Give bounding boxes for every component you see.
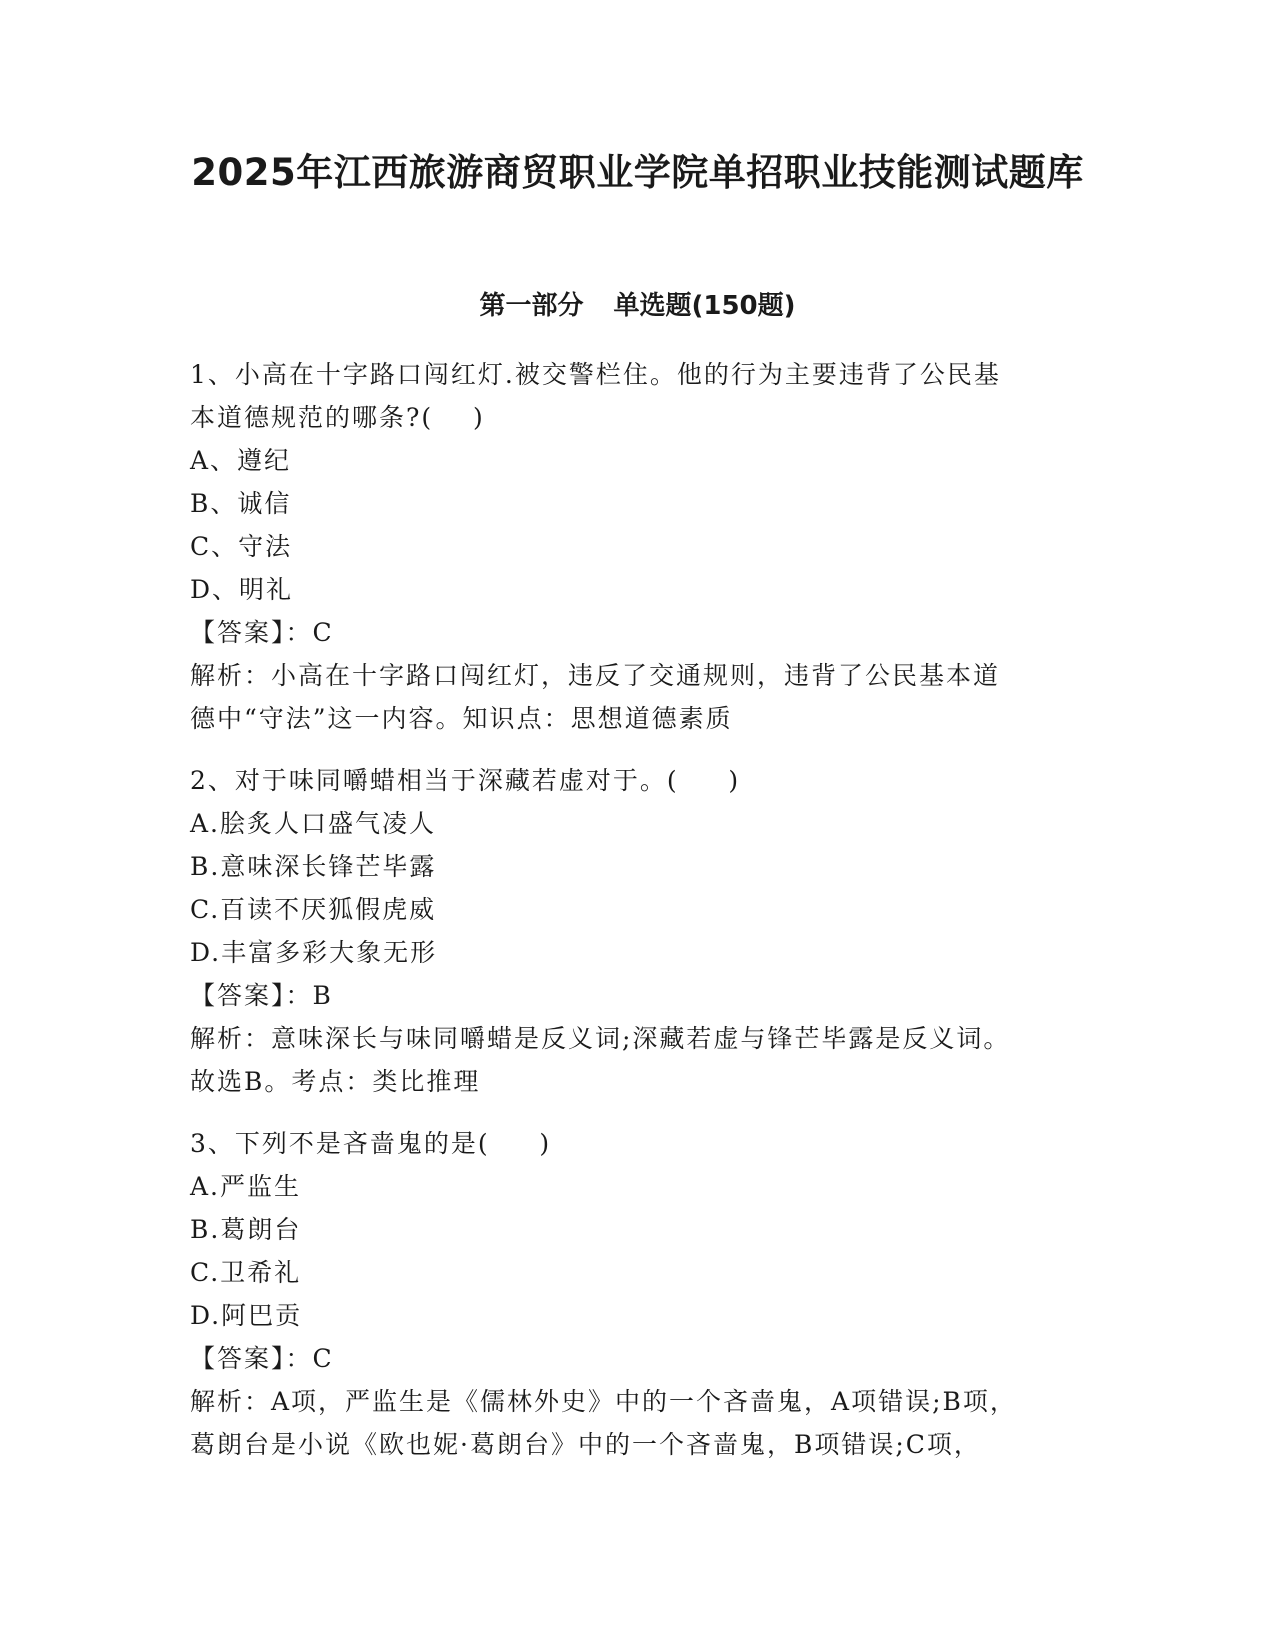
- answer-label: 【答案】: [190, 981, 286, 1010]
- section-part: 第一部分: [479, 291, 584, 321]
- option-c: C、守法: [190, 532, 293, 561]
- analysis-line: 故选B。考点：类比推理: [190, 1067, 481, 1096]
- answer-label: 【答案】: [190, 618, 286, 647]
- answer-value: ：C: [285, 618, 334, 647]
- option-c: C.百读不厌狐假虎威: [190, 895, 437, 924]
- analysis-line: 解析：小高在十字路口闯红灯，违反了交通规则，违背了公民基本道: [190, 661, 1001, 690]
- option-b: B.意味深长锋芒毕露: [190, 852, 437, 881]
- question-stem-line: 本道德规范的哪条?( ): [190, 403, 485, 432]
- question-stem-line: 3、下列不是吝啬鬼的是( ): [190, 1129, 552, 1158]
- question-list: [190, 353, 1070, 1485]
- document-title: 2025年江西旅游商贸职业学院单招职业技能测试题库: [191, 151, 1084, 194]
- analysis-line: 解析：意味深长与味同嚼蜡是反义词;深藏若虚与锋芒毕露是反义词。: [190, 1024, 1011, 1053]
- answer-line: [190, 611, 1070, 654]
- option-a: A.严监生: [190, 1172, 302, 1201]
- analysis-line: 解析：A项，严监生是《儒林外史》中的一个吝啬鬼，A项错误;B项，: [190, 1387, 1017, 1416]
- option-d: D.丰富多彩大象无形: [190, 938, 438, 967]
- question-2: [190, 759, 1070, 1103]
- option-b: B、诚信: [190, 489, 292, 518]
- answer-label: 【答案】: [190, 1344, 286, 1373]
- answer-line: [190, 974, 1070, 1017]
- answer-value: ：C: [285, 1344, 334, 1373]
- section-heading: [0, 288, 1275, 324]
- question-1: [190, 353, 1070, 740]
- analysis-line: 葛朗台是小说《欧也妮·葛朗台》中的一个吝啬鬼，B项错误;C项，: [190, 1430, 981, 1459]
- option-a: A、遵纪: [190, 446, 292, 475]
- question-3: [190, 1122, 1070, 1466]
- answer-value: ：B: [285, 981, 333, 1010]
- question-stem-line: 2、对于味同嚼蜡相当于深藏若虚对于。( ): [190, 766, 741, 795]
- analysis-line: 德中“守法”这一内容。知识点：思想道德素质: [190, 704, 733, 733]
- question-stem-line: 1、小高在十字路口闯红灯.被交警栏住。他的行为主要违背了公民基: [190, 360, 1001, 389]
- answer-line: [190, 1337, 1070, 1380]
- section-name: 单选题(150题): [613, 291, 796, 321]
- option-a: A.脍炙人口盛气凌人: [190, 809, 437, 838]
- option-b: B.葛朗台: [190, 1215, 302, 1244]
- option-c: C.卫希礼: [190, 1258, 302, 1287]
- option-d: D.阿巴贡: [190, 1301, 303, 1330]
- option-d: D、明礼: [190, 575, 294, 604]
